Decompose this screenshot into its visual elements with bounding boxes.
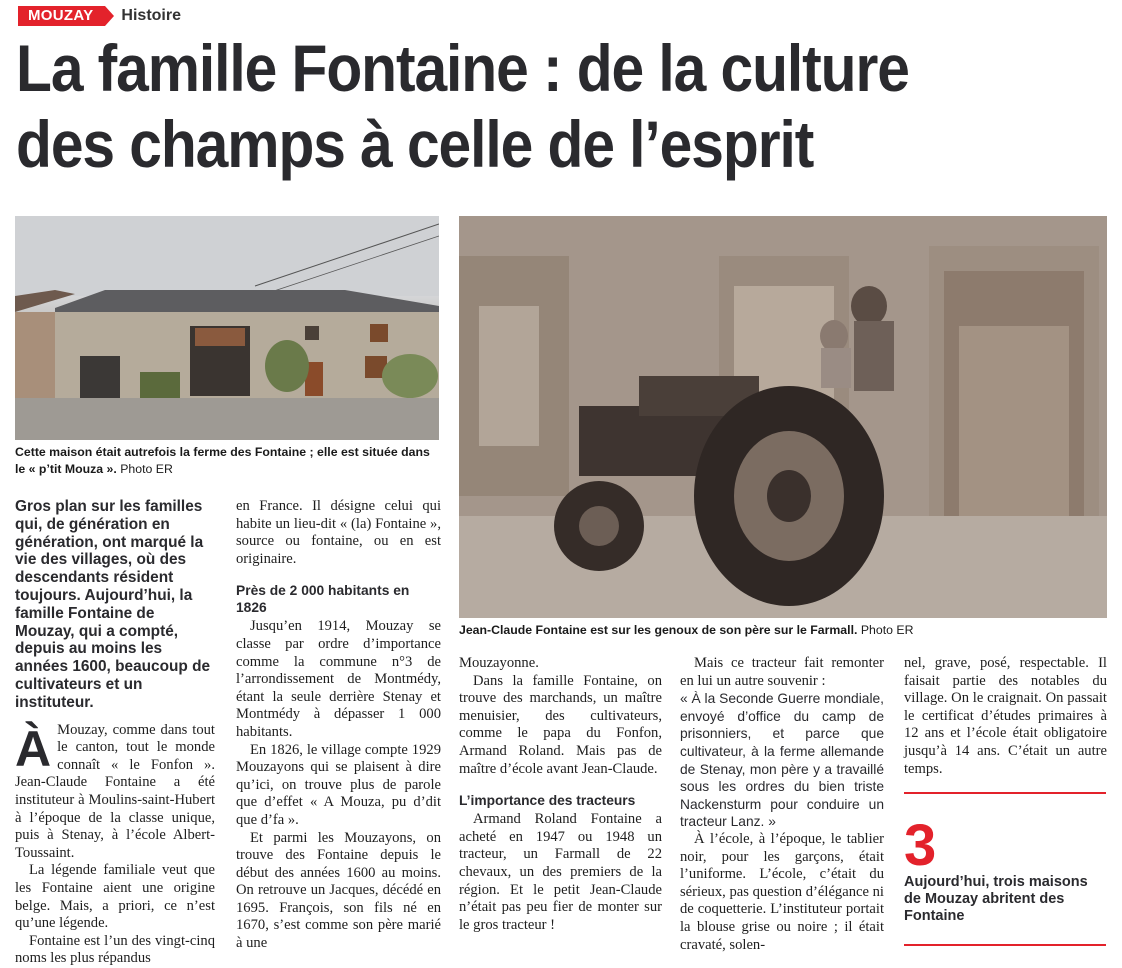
col4-paragraph-1: Mais ce tracteur fait remonter en lui un autre souvenir : xyxy=(680,655,884,689)
col5-paragraph-1: nel, grave, posé, respectable. Il faisait partie des notables du village. On le craignait. On passait le certificat d’études primaires à 12 ans et l’école était obligatoire jusqu’à 14 ans. C’était un autre temps. xyxy=(904,655,1107,777)
col1-paragraph-3: Fontaine est l’un des vingt-cinq noms les plus répandus xyxy=(15,932,215,967)
farmhouse-photo xyxy=(15,216,439,440)
col4-paragraph-2: À l’école, à l’époque, le tablier noir, pour les garçons, était l’uniforme. L’école, c’était du sérieux, pas question d’élégance ni de coquetterie. L’instituteur portait la blouse grise ou noire ; il était cravaté, solen- xyxy=(680,830,884,953)
figure-bottom-rule xyxy=(904,944,1106,946)
subheading-tractors: L’importance des tracteurs xyxy=(459,793,636,809)
farmhouse-caption xyxy=(15,444,441,478)
figure-number: 3 xyxy=(904,813,937,878)
col2-paragraph-1: en France. Il désigne celui qui habite un lieu-dit « (la) Fontaine », source ou fontaine, ou en est originaire. xyxy=(236,498,441,567)
tractor-photo-credit: Photo ER xyxy=(860,623,914,637)
tractor-photo xyxy=(459,216,1107,618)
col2-paragraph-4: Et parmi les Mouzayons, on trouve des Fontaine depuis le début des années 1600 au moins. On retrouve un Jacques, décédé en 1695. François, son fils né en 1670, s’est comme son père marié à une xyxy=(236,829,441,952)
headline-line1: La famille Fontaine : de la culture xyxy=(16,31,909,105)
col1-paragraph-2: La légende familiale veut que les Fontaine aient une origine belge. Mais, a priori, ce n’est qu’une légende. xyxy=(15,862,215,932)
subheading-population: Près de 2 000 habitants en 1826 xyxy=(236,583,410,616)
col4-quote: « À la Seconde Guerre mondiale, envoyé d’office du camp de prisonniers, et parce que cultivateur, à la ferme allemande de Stenay, mon père y a travaillé sous les ordres du bien triste Nackensturm pour conduire un tracteur Lanz. » xyxy=(680,691,885,830)
figure-text: Aujourd’hui, trois maisons de Mouzay abritent des Fontaine xyxy=(904,874,1088,924)
column-4 xyxy=(680,655,884,954)
headline xyxy=(16,30,991,182)
figure-top-rule xyxy=(904,792,1106,794)
tractor-illustration xyxy=(459,216,1107,618)
tractor-caption xyxy=(459,622,1107,639)
farmhouse-caption-text: Cette maison était autrefois la ferme des Fontaine ; elle est située dans le « p’tit Mouza ». xyxy=(15,445,430,476)
col3-paragraph-2: Dans la famille Fontaine, on trouve des marchands, un maître menuisier, des cultivateurs, comme le papa du Fonfon, Armand Roland. Mais pas de maître d’école avant Jean-Claude. xyxy=(459,672,662,777)
col3-paragraph-3: Armand Roland Fontaine a acheté en 1947 ou 1948 un tracteur, un Farmall de 22 chevaux, un des premiers de la région. Et le petit Jean-Claude n’était pas peu fier de monter sur le gros tracteur ! xyxy=(459,811,662,933)
chapo: Gros plan sur les familles qui, de génération en génération, ont marqué la vie des villages, où des descendants résident toujours. Aujourd’hui, la famille Fontaine de Mouzay, qui a compté, depuis au moins les années 1600, beaucoup de cultivateurs et un instituteur. xyxy=(15,498,211,711)
tractor-caption-text: Jean-Claude Fontaine est sur les genoux de son père sur le Farmall. xyxy=(459,623,858,637)
col1-paragraph-1-text: Mouzay, comme dans tout le canton, tout le monde connaît « le Fonfon ». Jean-Claude Fontaine a été instituteur à Moulins-saint-Hubert à l’époque de la classe unique, puis à Stenay, à l’école Albert-Toussaint. xyxy=(15,721,215,861)
headline-line2: des champs à celle de l’esprit xyxy=(16,107,814,181)
rubric xyxy=(18,6,181,26)
section-label: Histoire xyxy=(121,7,181,24)
col1-paragraph-1 xyxy=(15,722,215,863)
farmhouse-photo-credit: Photo ER xyxy=(120,462,173,476)
column-1 xyxy=(15,498,215,968)
col2-paragraph-3: En 1826, le village compte 1929 Mouzayons qui se plaisent à dire qu’ici, on trouve plus de parole que d’effet « A Mouza, pu d’dit que d’fa ». xyxy=(236,741,441,828)
column-2 xyxy=(236,498,441,953)
location-tag: MOUZAY xyxy=(18,6,105,26)
drop-cap: À xyxy=(15,720,52,777)
figure-box xyxy=(904,792,1106,952)
farmhouse-illustration xyxy=(15,216,439,440)
column-3 xyxy=(459,655,662,934)
col3-paragraph-1: Mouzayonne. xyxy=(459,655,539,671)
col2-paragraph-2: Jusqu’en 1914, Mouzay se classe par ordre d’importance comme la commune n°3 de l’arrondissement de Montmédy, étant la seule derrière Stenay et Montmédy à dépasser 1 000 habitants. xyxy=(236,618,441,740)
column-5 xyxy=(904,655,1107,778)
